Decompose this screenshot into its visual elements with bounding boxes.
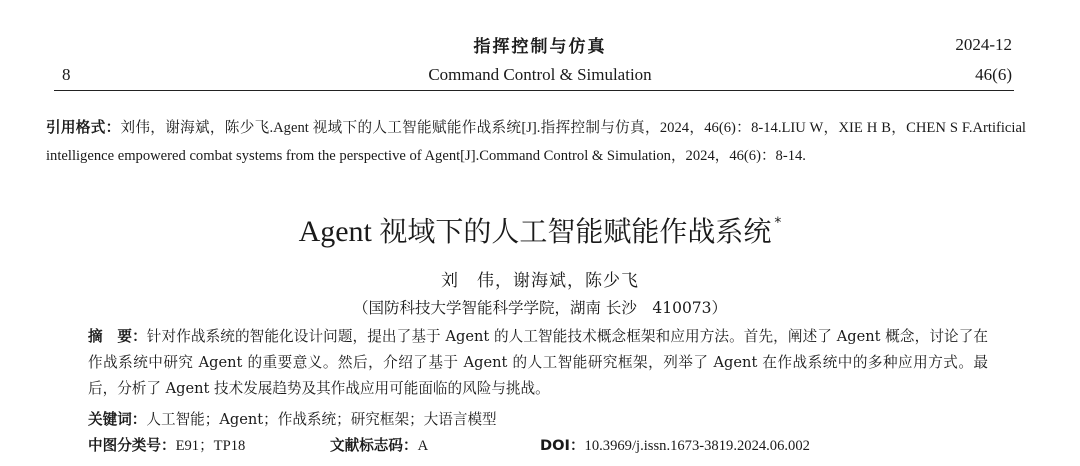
abstract-text: 针对作战系统的智能化设计问题，提出了基于 Agent 的人工智能技术概念框架和应用方法。首先，阐述了 Agent 概念，讨论了在作战系统中研究 Agent 的重要意义。然后，介绍了基于 Agent 的人工智能研究框架，列举了 Agent 在作战系统中的多种应用方式。最后，分析了 Agent 技术发展趋势及其作战应用可能面临的风险与挑战。 <box>88 328 988 397</box>
doi-value: 10.3969/j.issn.1673-3819.2024.06.002 <box>584 438 810 454</box>
volume-issue: 46(6) <box>975 65 1012 84</box>
citation-block <box>46 114 1026 170</box>
title-footnote-mark: * <box>774 215 782 231</box>
keywords-line <box>88 408 497 429</box>
citation-label: 引用格式： <box>46 119 121 136</box>
paper-title <box>0 210 1080 250</box>
clc-value: E91；TP18 <box>175 438 246 454</box>
clc-label: 中图分类号： <box>88 437 176 454</box>
year-issue: 2024-12 <box>955 35 1012 54</box>
header-rule <box>54 90 1014 91</box>
page-number: 8 <box>62 65 71 84</box>
citation-text: 刘伟，谢海斌，陈少飞.Agent 视域下的人工智能赋能作战系统[J].指挥控制与仿真，2024，46(6)：8-14.LIU W，XIE H B，CHEN S F.Artificial intelligence empowered combat systems from the perspective of Agent[J].Command Control & Simulation，2024，46(6)：8-14. <box>46 120 1026 164</box>
doi <box>540 434 810 455</box>
doc-code-label: 文献标志码： <box>330 437 418 454</box>
title-latin-part: Agent <box>298 215 380 248</box>
clc-number <box>88 434 245 455</box>
doi-label: DOI： <box>540 437 585 454</box>
keywords-text: 人工智能；Agent；作战系统；研究框架；大语言模型 <box>146 411 497 428</box>
authors: 刘 伟，谢海斌，陈少飞 <box>441 271 639 291</box>
affiliation: （国防科技大学智能科学学院，湖南 长沙 410073） <box>352 299 728 317</box>
doc-code-value: A <box>417 438 429 454</box>
journal-title-cn: 指挥控制与仿真 <box>473 37 607 57</box>
keywords-label: 关键词： <box>88 411 147 428</box>
document-code <box>330 434 428 455</box>
abstract-block <box>88 324 988 402</box>
journal-title-en: Command Control & Simulation <box>428 65 652 84</box>
title-cn-part: 视域下的人工智能赋能作战系统 <box>379 215 772 248</box>
abstract-label: 摘 要： <box>88 328 147 345</box>
